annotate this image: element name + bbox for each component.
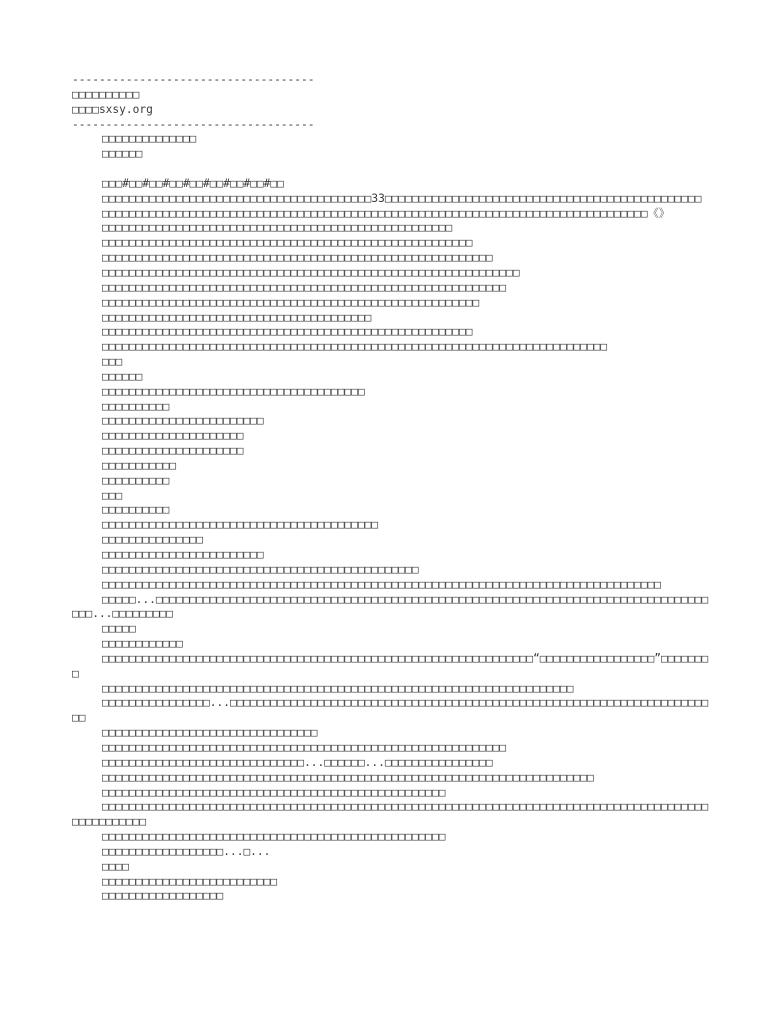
paragraph-line: □□□□□□□□□□□□□□□□□□□□□□□□□□□□□□□□□□□□□□□□□□□□□□□□□□□□□□□□□□□□□□□□□□□□□□□□□□□□□□□□□□□□□□□□□□□□□□□□□□□□□ <box>72 800 709 829</box>
paragraph-line: □□□□□□□□□□□□□□□□...□□□□□□□□□□□□□□□□□□□□□□□□□□□□□□□□□□□□□□□□□□□□□□□□□□□□□□□□□□□□□□□□□□□□□□□□□ <box>72 696 709 725</box>
site-url: □□□□sxsy.org <box>72 102 153 116</box>
paragraph-line: □□□□□...□□□□□□□□□□□□□□□□□□□□□□□□□□□□□□□□□□□□□□□□□□□□□□□□□□□□□□□□□□□□□□□□□□□□□□□□□□□□□□□□□□□□□...□□□□□□□□□ <box>72 592 709 621</box>
header-rule-top: ------------------------------------ <box>72 73 315 86</box>
blank-line <box>72 162 712 177</box>
paragraph-line: □□□ <box>102 488 123 502</box>
paragraph-line: □□□□□□□□□□□□□□□□□□□□□□□□□□□□□□□□□□□□□□□□□□□□□□□□□□□□□□□□□□□□ <box>102 280 507 294</box>
paragraph-line: □□□□□□□□□□□□□□□□□□□□□ <box>102 429 244 443</box>
paragraph-line: □□□□□□□□□□□□□□□□□□□□□□□□□□□□□□□□□□□□□□□□□□□□□□□ <box>102 562 419 576</box>
paragraph-line: □□□□□□□□□□□□□□□□□□□□□□□□□□ <box>102 874 278 888</box>
paragraph-line: □□□□□□□□□□□□□□□□□□□□□□□□□□□□□□□□□□□□□□□□□□□□□□□□□□□□□□□□□□□□□□□□□□□□□□□□□□□□□□□□□□□ <box>102 577 662 591</box>
paragraph-line: □□□□□□□□□□□□□□□□□□□□□□□□□□□□□□□□□□□□□□□□□□□□□□□□□□□□ <box>102 221 453 235</box>
paragraph-line: □□□□□□□□□□□□□□□ <box>102 533 204 547</box>
paragraph-line: □□□□□□□□□□□□□□□□□□□□□□□□□□□□□□□□□□□□□□□□□□□□□□□□□□□□□□□□□□□□□□□□□□□□□□□□□□□ <box>102 340 608 354</box>
paragraph-line: □□□□□□□□□□ <box>102 473 170 487</box>
tag-line: □□□#□□#□□#□□#□□#□□#□□#□□#□□ <box>102 176 284 190</box>
paragraph-line: □□□□□□□□□□□□□□□□□□□□□□□□□□□□□□□□□□□□□□□□ <box>102 310 372 324</box>
paragraph-line: □□□□□□□□□□□□□□□□□□□□□□□□□□□□□□□□□□□□□□□□□□□□□□□□□□□ <box>102 785 446 799</box>
paragraph-line: □□□□□□□□□□□□□□□□□□□□□□□□ <box>102 548 264 561</box>
paragraph-line: □□□□□□□□□□□□□□□□□□□□□□□□□□□□□□□□□□□□□□□ <box>102 384 365 398</box>
paragraph-line: □□□□□□□□□□□□ <box>102 637 183 651</box>
paragraph-line: □□□□□□□□□□ <box>102 399 170 413</box>
paragraph-line: □□□□□□□□□□□□□□□□□□□□□□□□□□□□□□□□□□□□□□□□33□□□□□□□□□□□□□□□□□□□□□□□□□□□□□□□□□□□□□□□□□□□□□□□ <box>102 191 702 205</box>
paragraph-line: □□□□□□□□□□□□□□□□□□□□□□□□□□□□□□□□□□□□□□□□□ <box>102 518 379 532</box>
paragraph-line: □□□□□□□□□□□□□□□□□□□□□□□□□□□□□□□□□□□□□□□□□□□□□□□□□□□□□□□□□□□□□□□□“□□□□□□□□□□□□□□□□□”□□□□□□□□ <box>72 651 709 680</box>
paragraph-line: □□□□□□□□□□□ <box>102 458 177 472</box>
paragraph-line: □□□□□□□□□□□□□□□□□□□□□□□□□□□□□□□□□□□□□□□□□□□□□□□□□□□□□□□□□□□□□□□□□□□□□□ <box>102 681 574 695</box>
paragraph-line: □□□□□□□□□□□□□□□□□□□□□□□□□□□□□□□□□□□□□□□□□□□□□□□□□□□□□□□ <box>102 325 473 339</box>
paragraph-line: □□□□□□□□□□□□□□□□□□□□□□□□□□□□□□...□□□□□□...□□□□□□□□□□□□□□□□ <box>102 755 493 769</box>
body-text <box>72 192 712 905</box>
paragraph-line: □□□□□□□□□□□□□□□□□□□□□ <box>102 444 244 458</box>
header-rule-bottom: ------------------------------------ <box>72 117 315 131</box>
paragraph-line: □□□□□□ <box>102 369 143 383</box>
paragraph-line: □□□□□ <box>102 622 136 636</box>
paragraph-line: □□□□□□□□□□□□□□□□□□□□□□□□□□□□□□□□□□□□□□□□□□□□□□□□□□□□□□□□□□ <box>102 251 493 265</box>
paragraph-line: □□□□□□□□□□□□□□□□□□□□□□□□□□□□□□□□□□□□□□□□□□□□□□□□□□□□□□□□□□□□□□□□□□□□□□□□□□□□□□□□□《》 <box>102 206 670 220</box>
paragraph-line: □□□□□□□□□□□□□□□□□□□□□□□□□□□□□□□□□□□□□□□□□□□□□□□□□□□□□□□□□□□□ <box>102 740 507 754</box>
paragraph-line: □□□□□□□□□□□□□□□□□□□□□□□□□□□□□□□□ <box>102 726 318 740</box>
document-page <box>72 73 712 904</box>
paragraph-line: □□□□□□□□□□□□□□□□□□□□□□□□□□□□□□□□□□□□□□□□□□□□□□□□□□□□□□□ <box>102 236 473 250</box>
paragraph-line: □□□□□□□□□□□□□□□□□□□□□□□□ <box>102 414 264 428</box>
paragraph-line: □□□□□□□□□□□□□□□□□□□□□□□□□□□□□□□□□□□□□□□□□□□□□□□□□□□□□□□□□□□□□□ <box>102 265 520 279</box>
document-title: □□□□□□□□□□□□□□ <box>102 132 197 146</box>
document-author: □□□□□□ <box>102 147 143 161</box>
paragraph-line: □□□□□□□□□□□□□□□□□□ <box>102 889 224 903</box>
paragraph-line: □□□□□□□□□□□□□□□□□□...□... <box>102 844 271 858</box>
site-name: □□□□□□□□□□ <box>72 87 140 101</box>
paragraph-line: □□□□□□□□□□□□□□□□□□□□□□□□□□□□□□□□□□□□□□□□□□□□□□□□□□□□□□□□ <box>102 295 480 309</box>
paragraph-line: □□□□□□□□□□ <box>102 503 170 517</box>
paragraph-line: □□□□□□□□□□□□□□□□□□□□□□□□□□□□□□□□□□□□□□□□□□□□□□□□□□□ <box>102 830 446 844</box>
paragraph-line: □□□□□□□□□□□□□□□□□□□□□□□□□□□□□□□□□□□□□□□□□□□□□□□□□□□□□□□□□□□□□□□□□□□□□□□□□ <box>102 770 594 784</box>
paragraph-line: □□□□ <box>102 859 129 873</box>
paragraph-line: □□□ <box>102 355 123 369</box>
